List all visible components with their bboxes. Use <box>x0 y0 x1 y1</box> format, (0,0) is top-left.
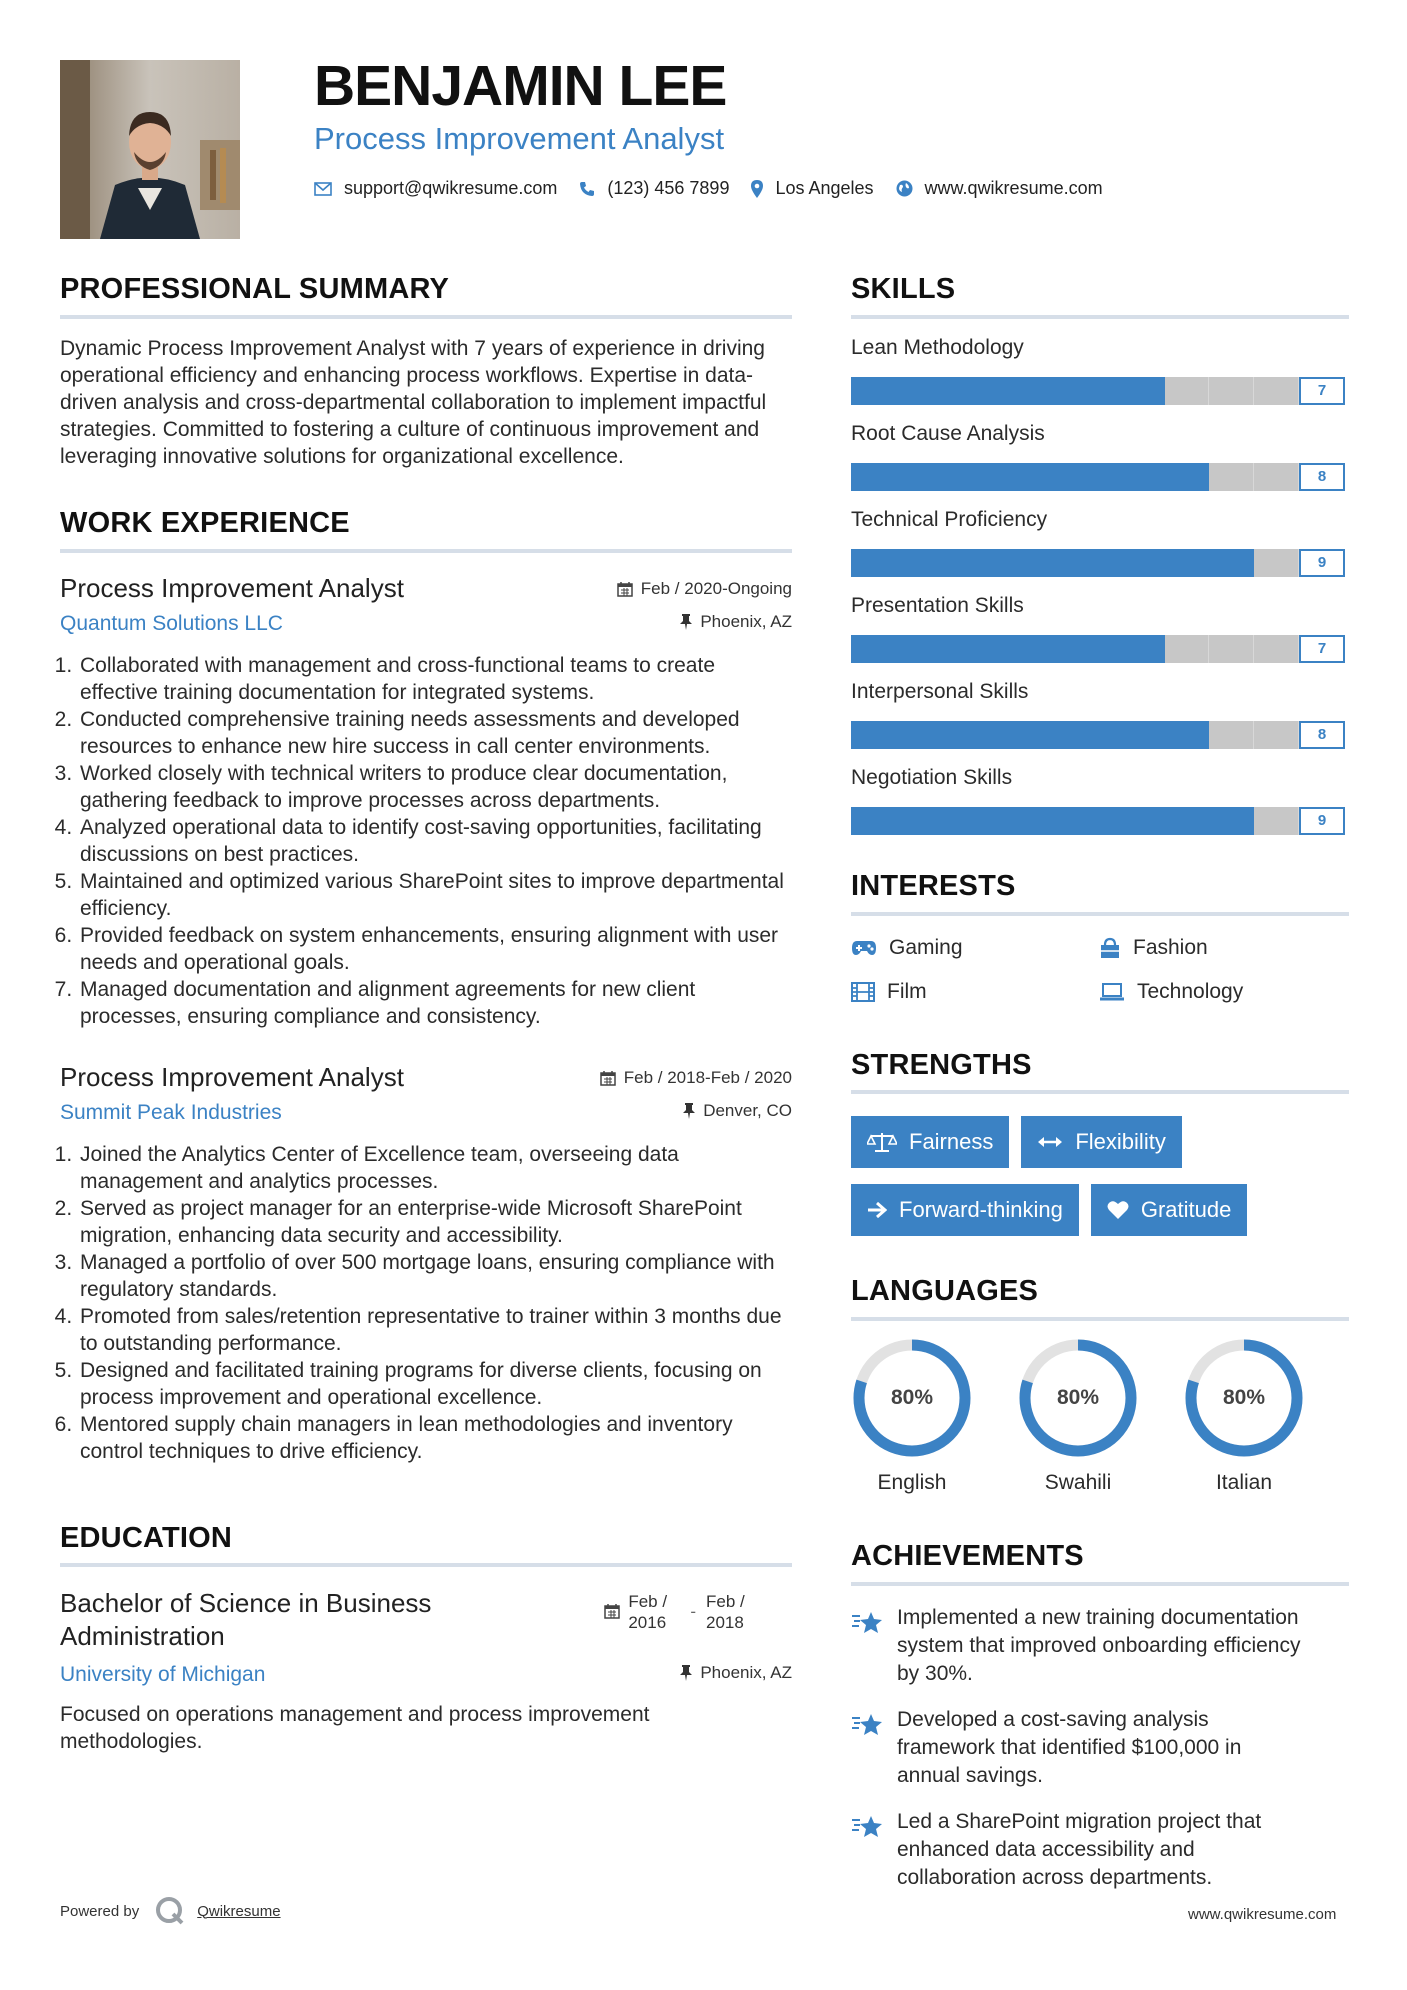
powered-by-text: Powered by <box>60 1902 140 1920</box>
candidate-name: BENJAMIN LEE <box>314 54 727 118</box>
language-percent: 80% <box>890 1386 934 1410</box>
skill-bar <box>851 377 1349 405</box>
summary-text: Dynamic Process Improvement Analyst with 7 years of experience in driving operational efficiency and enhancing process workflows. Expertise in data-driven analysis and cross-departmental collaboration to implement impactful strategies. Committed to fostering a culture of continuous improvement and leveraging innovative solutions for organizational excellence. <box>60 336 767 468</box>
list-item: 4. Analyzed operational data to identify cost-saving opportunities, facilitating discussions on best practices. <box>78 814 792 868</box>
degree-title: Bachelor of Science in Business Administration <box>60 1588 432 1652</box>
summary-section <box>60 272 792 470</box>
education-date <box>604 1591 762 1633</box>
list-item: 4. Promoted from sales/retention representative to trainer within 3 months due to outstanding performance. <box>78 1303 792 1357</box>
job-location-text: Denver, CO <box>703 1100 792 1120</box>
list-item: 7. Managed documentation and alignment agreements for new client processes, ensuring compliance and consistency. <box>78 976 792 1030</box>
job-location <box>680 612 792 632</box>
education-start: Feb / 2016 <box>628 1592 668 1633</box>
skill-bar <box>851 635 1349 663</box>
language-ring <box>1017 1337 1139 1459</box>
language-ring <box>1183 1337 1305 1459</box>
interest-label: Fashion <box>1133 935 1208 959</box>
job-date-text: Feb / 2020-Ongoing <box>640 578 792 598</box>
strengths-list <box>851 1116 1349 1252</box>
globe-icon <box>896 180 913 197</box>
balance-scale-icon <box>867 1131 897 1153</box>
job-title: Process Improvement Analyst <box>60 572 404 603</box>
languages-title: LANGUAGES <box>851 1275 1039 1308</box>
gamepad-icon <box>851 940 877 956</box>
list-item: 3. Managed a portfolio of over 500 mortgage loans, ensuring compliance with regulatory standards. <box>78 1249 792 1303</box>
qwikresume-logo-icon <box>155 1896 185 1926</box>
skill-name: Root Cause Analysis <box>851 421 1045 445</box>
skill-level-badge: 7 <box>1299 377 1345 405</box>
company-name: Quantum Solutions LLC <box>60 611 283 635</box>
education-location-text: Phoenix, AZ <box>700 1663 792 1683</box>
contact-email[interactable] <box>314 178 557 199</box>
phone-text: (123) 456 7899 <box>607 178 730 198</box>
list-item: 1. Collaborated with management and cross-functional teams to create effective training documentation for integrated systems. <box>78 652 792 706</box>
achievement-text: Implemented a new training documentation system that improved onboarding efficiency by 30%. <box>897 1605 1301 1685</box>
experience-section <box>60 506 792 1465</box>
list-item: 2. Served as project manager for an enterprise-wide Microsoft SharePoint migration, enhancing data security and accessibility. <box>78 1195 792 1249</box>
education-section <box>60 1521 792 1756</box>
right-column <box>851 272 1349 1892</box>
strength-chip <box>1091 1184 1248 1236</box>
language-item <box>1183 1337 1349 1495</box>
list-item: 5. Designed and facilitated training programs for diverse clients, focusing on process improvement and operational excellence. <box>78 1357 792 1411</box>
skill-level-badge: 7 <box>1299 635 1345 663</box>
language-name: Italian <box>1215 1471 1273 1495</box>
interests-list <box>851 936 1349 1004</box>
skill-item <box>851 765 1349 835</box>
job-date <box>617 579 792 599</box>
skill-item <box>851 507 1349 577</box>
skill-bar-fill <box>851 549 1254 577</box>
achievement-text: Developed a cost-saving analysis framework that identified $100,000 in annual savings. <box>897 1707 1242 1787</box>
section-divider <box>60 549 792 553</box>
section-divider <box>851 315 1349 319</box>
language-ring <box>851 1337 973 1459</box>
profile-photo <box>60 60 240 239</box>
skill-level-badge: 9 <box>1299 807 1345 835</box>
left-column <box>60 272 792 1755</box>
map-pin-icon <box>751 180 763 198</box>
achievement-text: Led a SharePoint migration project that enhanced data accessibility and collaboration across departments. <box>897 1809 1262 1889</box>
skill-bar-fill <box>851 463 1209 491</box>
skill-bar-fill <box>851 721 1209 749</box>
language-name: Swahili <box>1044 1471 1112 1495</box>
achievement-item <box>851 1706 1349 1790</box>
strengths-title: STRENGTHS <box>851 1048 1032 1081</box>
skill-bar <box>851 549 1349 577</box>
arrows-horizontal-icon <box>1037 1135 1063 1149</box>
pushpin-icon <box>680 1665 692 1681</box>
language-percent: 80% <box>1056 1386 1100 1410</box>
education-title: EDUCATION <box>60 1521 233 1554</box>
education-date-separator: - <box>690 1602 696 1622</box>
list-item: 5. Maintained and optimized various SharePoint sites to improve departmental efficiency. <box>78 868 792 922</box>
skill-item <box>851 421 1349 491</box>
strength-chip <box>851 1116 1009 1168</box>
section-divider <box>851 1090 1349 1094</box>
interest-item <box>1099 980 1347 1004</box>
shooting-star-icon <box>851 1608 885 1636</box>
list-item: 3. Worked closely with technical writers to produce clear documentation, gathering feedback to improve processes across departments. <box>78 760 792 814</box>
job-location <box>683 1101 792 1121</box>
skill-name: Interpersonal Skills <box>851 679 1029 703</box>
shooting-star-icon <box>851 1710 885 1738</box>
location-text: Los Angeles <box>775 178 874 198</box>
achievements-section <box>851 1539 1349 1892</box>
contact-location <box>751 178 873 199</box>
languages-section <box>851 1274 1349 1495</box>
pushpin-icon <box>683 1103 695 1119</box>
achievements-title: ACHIEVEMENTS <box>851 1540 1084 1573</box>
section-divider <box>851 1582 1349 1586</box>
school-name: University of Michigan <box>60 1663 266 1687</box>
job-title: Process Improvement Analyst <box>60 1061 404 1092</box>
job-bullets <box>60 652 792 1030</box>
heart-icon <box>1107 1200 1129 1220</box>
strength-label: Forward-thinking <box>899 1197 1063 1223</box>
skill-bar-fill <box>851 635 1165 663</box>
skill-name: Negotiation Skills <box>851 765 1013 789</box>
shopping-bag-icon <box>1099 937 1121 959</box>
strength-label: Gratitude <box>1140 1197 1232 1223</box>
website-text: www.qwikresume.com <box>924 178 1103 198</box>
strength-label: Fairness <box>909 1129 994 1155</box>
interest-item <box>1099 936 1347 960</box>
skill-name: Technical Proficiency <box>851 507 1048 531</box>
shooting-star-icon <box>851 1812 885 1840</box>
skill-level-badge: 9 <box>1299 549 1345 577</box>
language-item <box>1017 1337 1183 1495</box>
section-divider <box>851 1317 1349 1321</box>
job-bullets <box>60 1141 792 1465</box>
skills-title: SKILLS <box>851 273 956 305</box>
contact-website[interactable] <box>896 178 1103 199</box>
strength-chip <box>1021 1116 1181 1168</box>
language-item <box>851 1337 1017 1495</box>
calendar-icon <box>604 1603 620 1619</box>
interest-item <box>851 936 1099 960</box>
skill-item <box>851 335 1349 405</box>
skill-bar-fill <box>851 377 1165 405</box>
company-name: Summit Peak Industries <box>60 1100 282 1124</box>
job-entry <box>60 573 792 1030</box>
skills-list <box>851 335 1349 835</box>
skill-name: Presentation Skills <box>851 593 1024 617</box>
skill-bar <box>851 807 1349 835</box>
section-divider <box>851 912 1349 916</box>
envelope-icon <box>314 182 332 196</box>
job-entry <box>60 1062 792 1465</box>
pushpin-icon <box>680 614 692 630</box>
skill-item <box>851 679 1349 749</box>
achievements-list <box>851 1604 1349 1892</box>
interest-label: Gaming <box>889 935 963 959</box>
achievement-item <box>851 1604 1349 1688</box>
education-location <box>680 1663 792 1683</box>
section-divider <box>60 1563 792 1567</box>
calendar-icon <box>617 581 633 597</box>
interest-label: Technology <box>1137 979 1244 1003</box>
footer-site[interactable]: www.qwikresume.com <box>1188 1906 1337 1923</box>
interest-label: Film <box>887 979 927 1003</box>
achievement-item <box>851 1808 1349 1892</box>
candidate-role: Process Improvement Analyst <box>314 121 725 156</box>
skill-bar-fill <box>851 807 1254 835</box>
skill-level-badge: 8 <box>1299 721 1345 749</box>
qwikresume-link[interactable]: Qwikresume <box>197 1902 281 1920</box>
skill-level-badge: 8 <box>1299 463 1345 491</box>
interest-item <box>851 980 1099 1004</box>
strengths-section <box>851 1048 1349 1253</box>
list-item: 6. Mentored supply chain managers in lean methodologies and inventory control techniques to drive efficiency. <box>78 1411 792 1465</box>
summary-title: PROFESSIONAL SUMMARY <box>60 273 450 305</box>
skill-bar <box>851 463 1349 491</box>
footer-powered-by <box>60 1896 281 1926</box>
languages-list <box>851 1337 1349 1495</box>
arrow-right-icon <box>867 1201 887 1219</box>
job-date-text: Feb / 2018-Feb / 2020 <box>623 1067 792 1087</box>
interests-section <box>851 869 1349 1004</box>
phone-icon <box>579 181 595 197</box>
education-end: Feb / 2018 <box>706 1592 745 1633</box>
education-description: Focused on operations management and process improvement methodologies. <box>60 1703 650 1754</box>
section-divider <box>60 315 792 319</box>
skills-section <box>851 272 1349 835</box>
skill-name: Lean Methodology <box>851 335 1024 359</box>
list-item: 2. Conducted comprehensive training needs assessments and developed resources to enhance new hire success in call center environments. <box>78 706 792 760</box>
strength-chip <box>851 1184 1079 1236</box>
film-icon <box>851 982 875 1002</box>
contact-row <box>314 178 1125 199</box>
laptop-icon <box>1099 983 1125 1001</box>
calendar-icon <box>600 1070 616 1086</box>
list-item: 6. Provided feedback on system enhancements, ensuring alignment with user needs and operational goals. <box>78 922 792 976</box>
skill-bar <box>851 721 1349 749</box>
language-percent: 80% <box>1222 1386 1266 1410</box>
job-location-text: Phoenix, AZ <box>700 611 792 631</box>
email-text: support@qwikresume.com <box>344 178 558 198</box>
interests-title: INTERESTS <box>851 869 1016 902</box>
skill-item <box>851 593 1349 663</box>
language-name: English <box>877 1471 947 1495</box>
list-item: 1. Joined the Analytics Center of Excellence team, overseeing data management and analytics processes. <box>78 1141 792 1195</box>
contact-phone[interactable] <box>579 178 729 199</box>
job-date <box>600 1068 792 1088</box>
strength-label: Flexibility <box>1075 1129 1166 1155</box>
experience-title: WORK EXPERIENCE <box>60 506 350 539</box>
